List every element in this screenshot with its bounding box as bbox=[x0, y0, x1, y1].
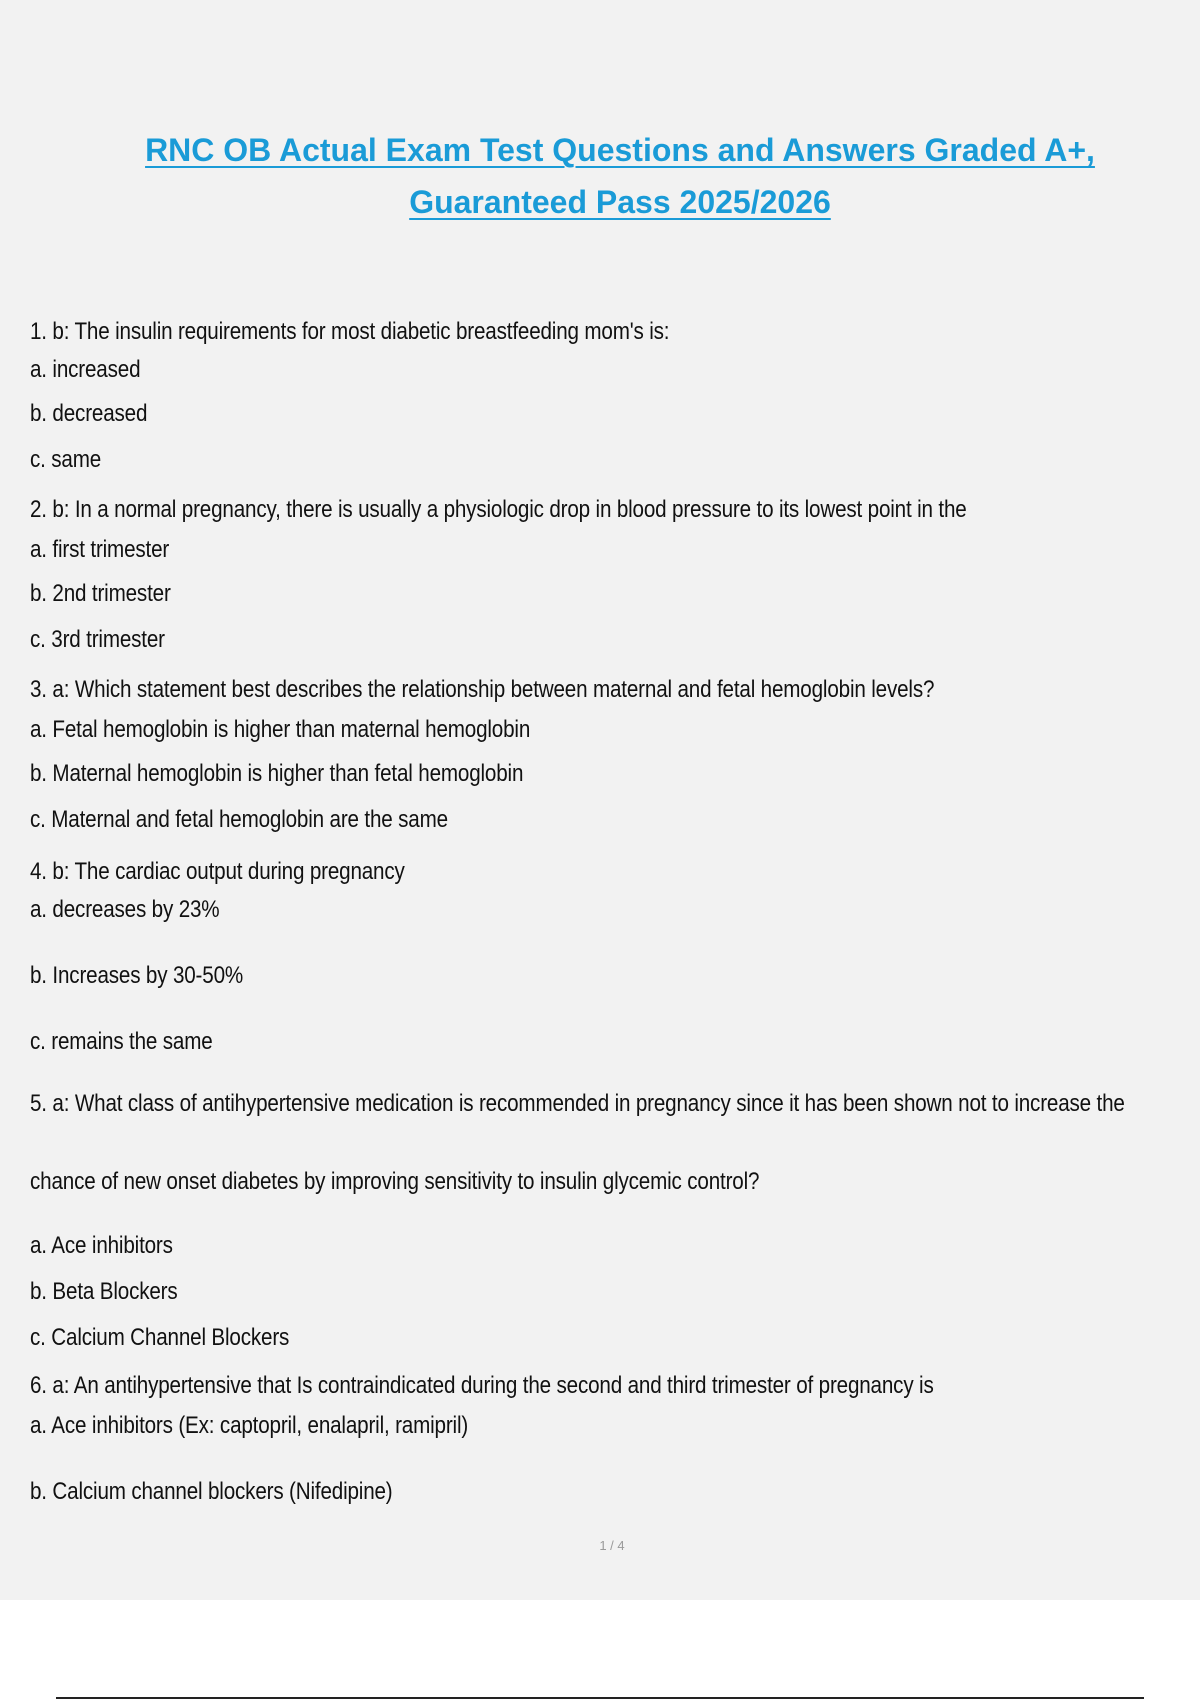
option-6a: a. Ace inhibitors (Ex: captopril, enalapril, ramipril) bbox=[30, 1412, 469, 1439]
option-1c: c. same bbox=[30, 446, 102, 473]
option-5b: b. Beta Blockers bbox=[30, 1278, 178, 1305]
option-4a: a. decreases by 23% bbox=[30, 896, 220, 923]
option-3a: a. Fetal hemoglobin is higher than maternal hemoglobin bbox=[30, 716, 531, 743]
option-6b: b. Calcium channel blockers (Nifedipine) bbox=[30, 1478, 393, 1505]
page-divider bbox=[56, 1697, 1144, 1699]
question-1: 1. b: The insulin requirements for most diabetic breastfeeding mom's is: bbox=[30, 318, 670, 345]
question-3: 3. a: Which statement best describes the relationship between maternal and fetal hemoglobin levels? bbox=[30, 676, 935, 703]
question-4: 4. b: The cardiac output during pregnancy bbox=[30, 858, 405, 885]
title-line-2: Guaranteed Pass 2025/2026 bbox=[409, 184, 831, 220]
question-5-continued: chance of new onset diabetes by improving sensitivity to insulin glycemic control? bbox=[30, 1168, 760, 1195]
question-2: 2. b: In a normal pregnancy, there is usually a physiologic drop in blood pressure to its lowest point in the bbox=[30, 496, 967, 523]
question-6: 6. a: An antihypertensive that Is contraindicated during the second and third trimester of pregnancy is bbox=[30, 1372, 934, 1399]
title-line-1: RNC OB Actual Exam Test Questions and Answers Graded A+, bbox=[145, 132, 1095, 168]
option-4b: b. Increases by 30-50% bbox=[30, 962, 244, 989]
option-2b: b. 2nd trimester bbox=[30, 580, 171, 607]
option-5a: a. Ace inhibitors bbox=[30, 1232, 173, 1259]
option-3c: c. Maternal and fetal hemoglobin are the same bbox=[30, 806, 448, 833]
option-1a: a. increased bbox=[30, 356, 141, 383]
document-title bbox=[80, 124, 1160, 228]
option-1b: b. decreased bbox=[30, 400, 148, 427]
question-5: 5. a: What class of antihypertensive medication is recommended in pregnancy since it has been shown not to increase the bbox=[30, 1090, 1125, 1117]
page-number: 1 / 4 bbox=[599, 1538, 625, 1553]
option-2c: c. 3rd trimester bbox=[30, 626, 165, 653]
option-4c: c. remains the same bbox=[30, 1028, 213, 1055]
option-5c: c. Calcium Channel Blockers bbox=[30, 1324, 290, 1351]
option-3b: b. Maternal hemoglobin is higher than fetal hemoglobin bbox=[30, 760, 524, 787]
option-2a: a. first trimester bbox=[30, 536, 170, 563]
